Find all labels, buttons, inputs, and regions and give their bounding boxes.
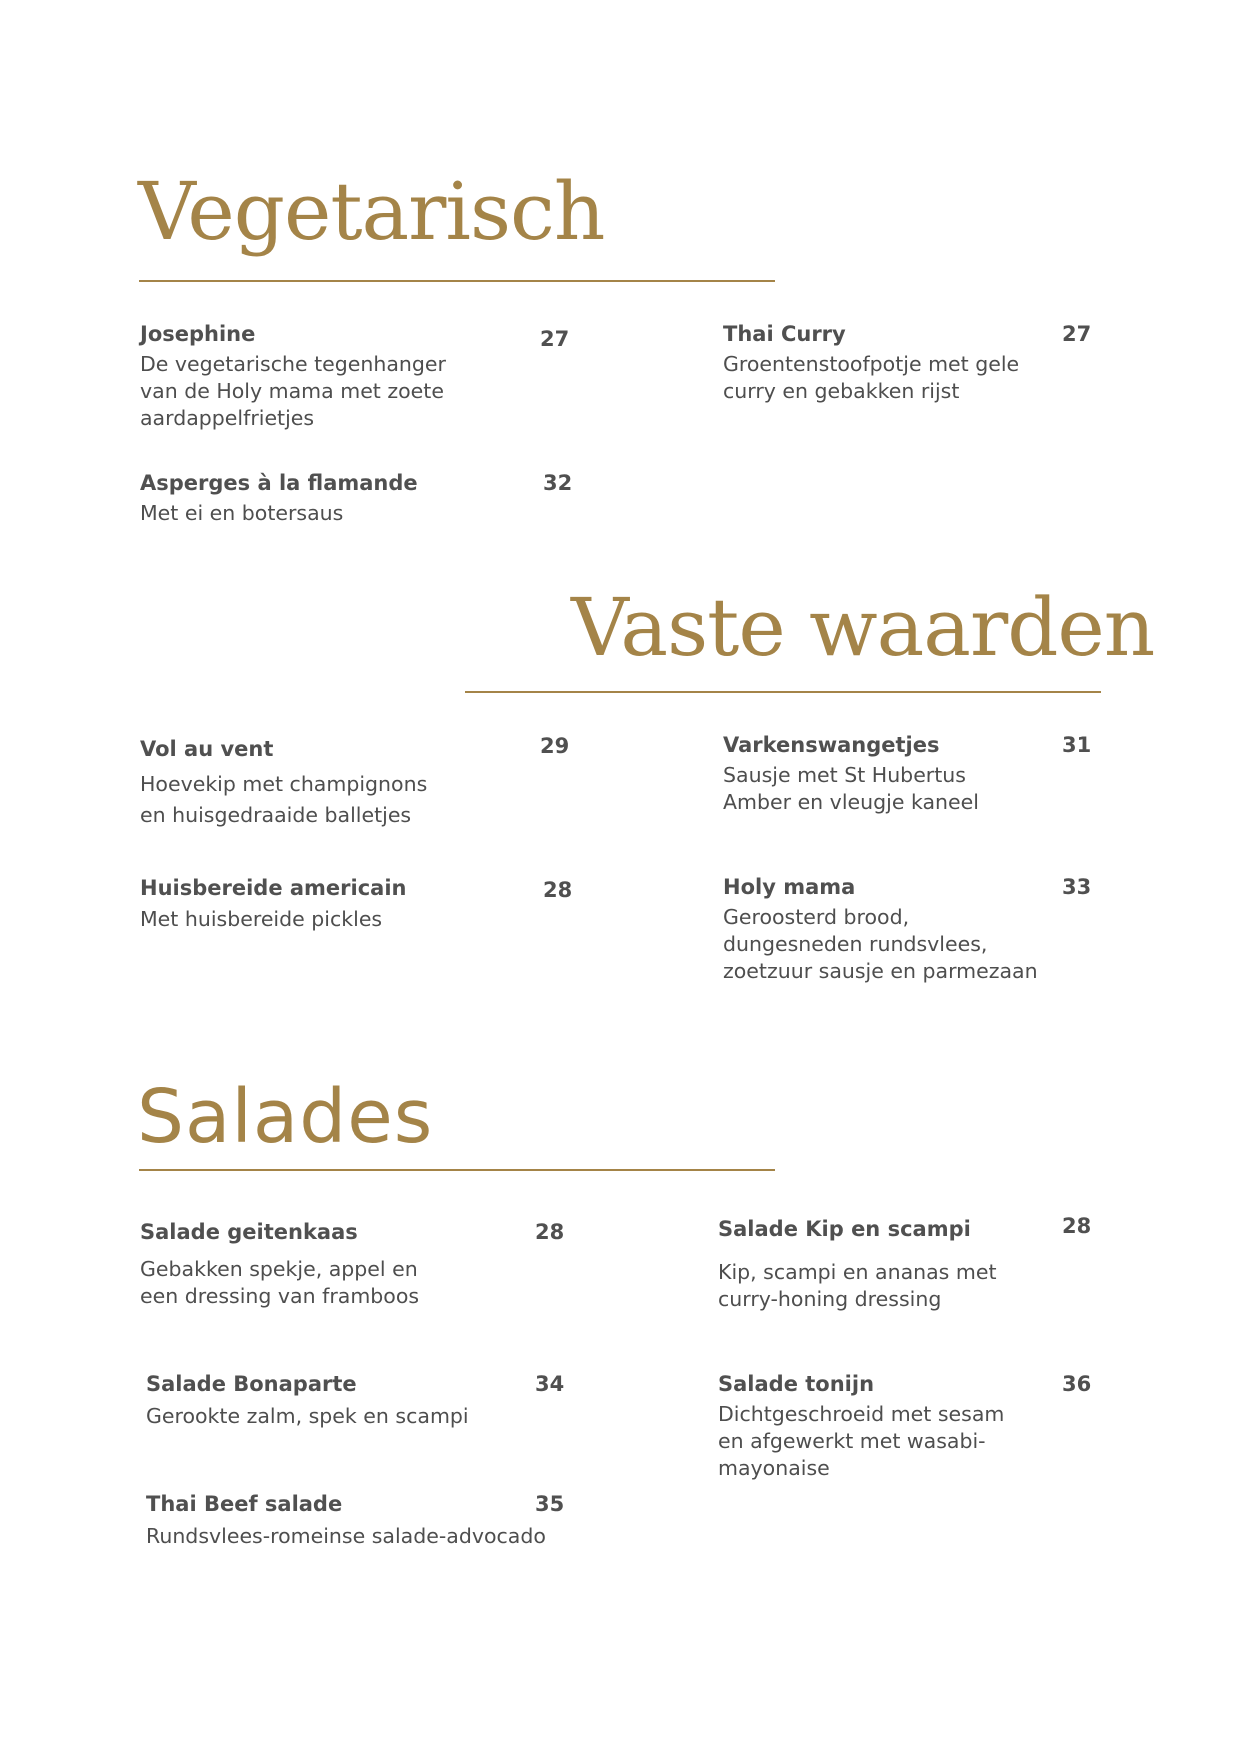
item-price: 34: [535, 1372, 565, 1396]
item-name: Salade Kip en scampi: [718, 1217, 971, 1241]
item-description: Dichtgeschroeid met sesam en afgewerkt met wasabi- mayonaise: [718, 1402, 1005, 1480]
item-description: Geroosterd brood, dungesneden rundsvlees, zoetzuur sausje en parmezaan: [723, 905, 1038, 983]
item-description: Sausje met St Hubertus Amber en vleugje kaneel: [723, 763, 979, 814]
item-price: 32: [543, 471, 573, 495]
item-name: Salade tonijn: [718, 1372, 875, 1396]
item-description: Met ei en botersaus: [140, 501, 344, 525]
item-price: 28: [535, 1220, 565, 1244]
item-name: Vol au vent: [140, 737, 274, 761]
item-price: 28: [543, 878, 573, 902]
item-description: Rundsvlees-romeinse salade-advocado: [146, 1524, 546, 1548]
item-name: Varkenswangetjes: [723, 733, 940, 757]
item-price: 27: [540, 327, 570, 351]
item-description: Gebakken spekje, appel en een dressing van framboos: [140, 1257, 420, 1308]
item-name: Salade geitenkaas: [140, 1220, 358, 1244]
section-title-salades: Salades: [137, 1074, 434, 1160]
item-name: Thai Curry: [723, 322, 846, 346]
item-price: 29: [540, 734, 570, 758]
item-name: Asperges à la flamande: [140, 471, 418, 495]
section-divider-salades: [139, 1169, 775, 1171]
item-name: Holy mama: [723, 875, 856, 899]
item-price: 36: [1062, 1372, 1092, 1396]
item-description: Hoevekip met champignons en huisgedraaide balletjes: [140, 772, 428, 827]
section-divider-vaste-waarden: [465, 691, 1101, 693]
item-name: Thai Beef salade: [146, 1492, 343, 1516]
item-price: 27: [1062, 322, 1092, 346]
item-name: Salade Bonaparte: [146, 1372, 357, 1396]
item-price: 33: [1062, 875, 1092, 899]
section-title-vegetarisch: Vegetarisch: [138, 165, 605, 258]
item-name: Huisbereide americain: [140, 876, 407, 900]
item-price: 35: [535, 1492, 565, 1516]
item-name: Josephine: [140, 322, 256, 346]
item-description: De vegetarische tegenhanger van de Holy mama met zoete aardappelfrietjes: [140, 352, 446, 430]
item-description: Met huisbereide pickles: [140, 907, 383, 931]
item-description: Gerookte zalm, spek en scampi: [146, 1404, 469, 1428]
item-description: Kip, scampi en ananas met curry-honing dressing: [718, 1260, 997, 1311]
section-title-vaste-waarden: Vaste waarden: [571, 581, 1155, 674]
item-price: 28: [1062, 1214, 1092, 1238]
section-divider-vegetarisch: [139, 280, 775, 282]
item-description: Groentenstoofpotje met gele curry en gebakken rijst: [723, 352, 1020, 403]
item-price: 31: [1062, 733, 1092, 757]
